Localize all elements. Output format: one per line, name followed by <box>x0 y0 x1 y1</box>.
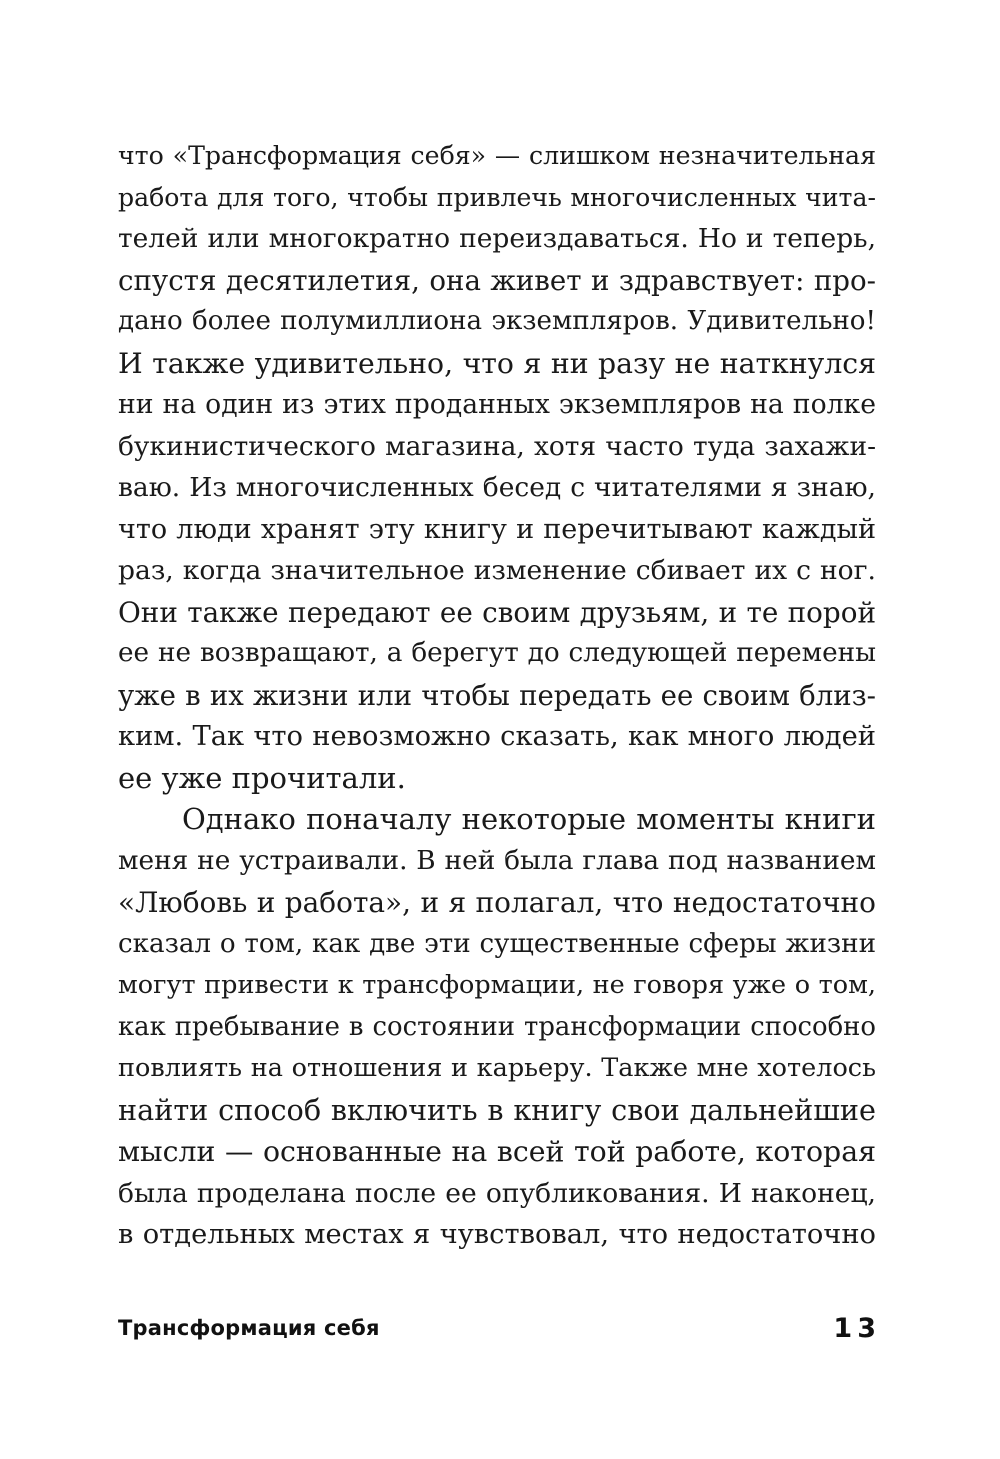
text-line: ее не возвращают, а берегут до следующей перемены <box>118 638 876 668</box>
text-line: найти способ включить в книгу свои дальнейшие <box>118 1092 876 1127</box>
text-line: И также удивительно, что я ни разу не наткнулся <box>118 346 876 380</box>
text-line: раз, когда значительное изменение сбивает их с ног. <box>118 555 876 586</box>
text-line: как пребывание в состоянии трансформации способно <box>118 1011 876 1042</box>
paragraph-1 <box>118 135 876 799</box>
text-line: спустя десятилетия, она живет и здравствует: про- <box>118 263 876 297</box>
text-line: телей или многократно переиздаваться. Но и теперь, <box>118 223 876 254</box>
page-number: 13 <box>833 1312 881 1344</box>
text-line: что люди хранят эту книгу и перечитывают каждый <box>118 513 876 545</box>
text-line: работа для того, чтобы привлечь многочисленных чита- <box>118 182 876 212</box>
text-line: букинистического магазина, хотя часто туда захажи- <box>118 430 876 462</box>
text-line: Однако поначалу некоторые моменты книги <box>182 802 876 836</box>
text-line: мысли — основанные на всей той работе, которая <box>118 1135 876 1168</box>
text-line: ее уже прочитали. <box>118 760 406 795</box>
text-line: ваю. Из многочисленных бесед с читателями я знаю, <box>118 472 876 503</box>
body-text <box>118 135 876 1256</box>
text-line: уже в их жизни или чтобы передать ее своим близ- <box>118 678 876 712</box>
text-line: Они также передают ее своим друзьям, и те порой <box>118 595 876 629</box>
text-line: ким. Так что невозможно сказать, как много людей <box>118 721 876 752</box>
text-line: что «Трансформация себя» — слишком незначительная <box>118 141 876 170</box>
text-line: меня не устраивали. В ней была глава под названием <box>118 845 876 876</box>
running-title: Трансформация себя <box>118 1316 380 1340</box>
text-line: была проделана после ее опубликования. И наконец, <box>118 1177 876 1209</box>
text-line: ни на один из этих проданных экземпляров на полке <box>118 389 876 420</box>
paragraph-2 <box>118 799 876 1256</box>
text-line: сказал о том, как две эти существенные сферы жизни <box>118 928 876 959</box>
text-line: «Любовь и работа», и я полагал, что недостаточно <box>118 886 876 919</box>
page-footer <box>118 1310 881 1346</box>
text-line: повлиять на отношения и карьеру. Также мне хотелось <box>118 1053 876 1083</box>
text-line: могут привести к трансформации, не говоря уже о том, <box>118 970 876 1000</box>
text-line: дано более полумиллиона экземпляров. Удивительно! <box>118 306 876 336</box>
text-line: в отдельных местах я чувствовал, что недостаточно <box>118 1219 876 1250</box>
